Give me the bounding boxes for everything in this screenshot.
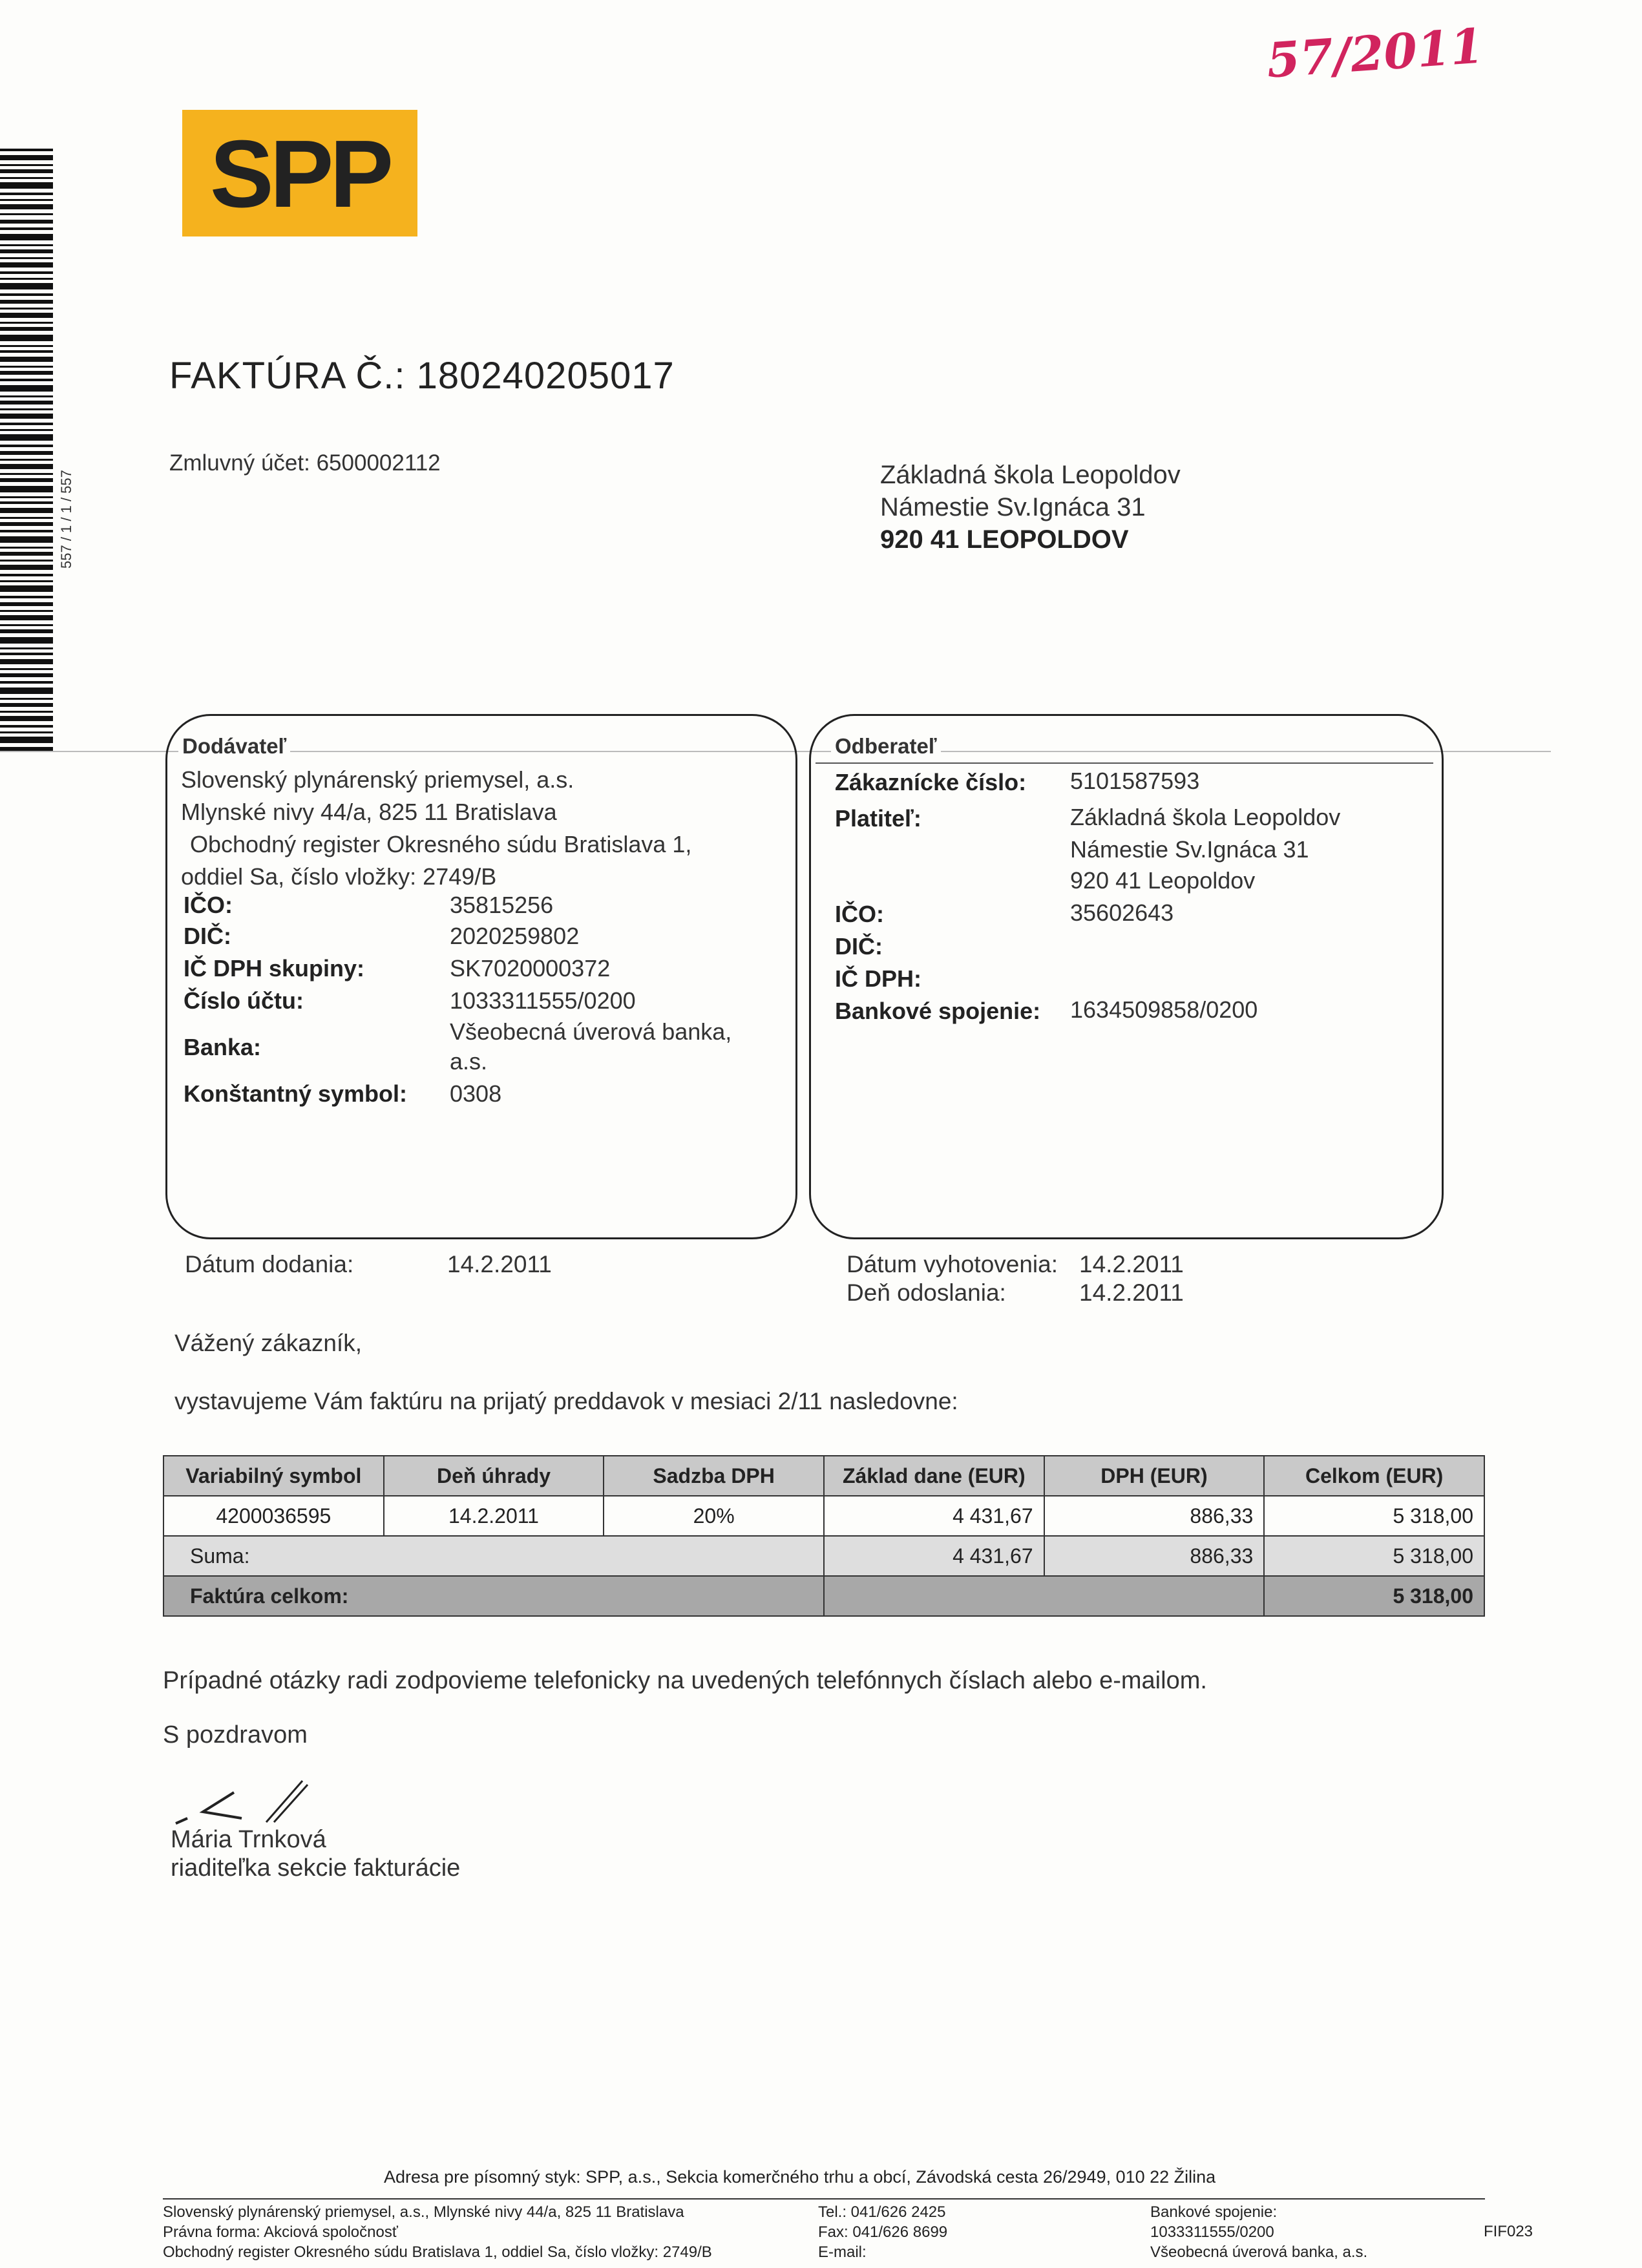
cell-vat-rate: 20% (604, 1496, 824, 1536)
supplier-heading: Dodávateľ (178, 734, 290, 759)
customer-payer-label: Platiteľ: (835, 805, 921, 832)
supplier-ks-label: Konštantný symbol: (184, 1080, 408, 1107)
barcode-number: 557 / 1 / 1 / 557 (58, 470, 74, 569)
greeting: S pozdravom (163, 1721, 308, 1748)
supplier-register-2: oddiel Sa, číslo vložky: 2749/B (181, 863, 497, 890)
contract-label: Zmluvný účet: (169, 450, 310, 476)
cell-vat-amount: 886,33 (1044, 1496, 1265, 1536)
issue-date: 14.2.2011 (1079, 1251, 1184, 1277)
questions-text: Prípadné otázky radi zodpovieme telefonicky na uvedených telefónnych číslach alebo e-mailom. (163, 1667, 1207, 1694)
total-spacer (824, 1576, 1264, 1616)
intro-text: vystavujeme Vám faktúru na prijatý preddavok v mesiaci 2/11 nasledovne: (174, 1388, 958, 1414)
sum-vat-amount: 886,33 (1044, 1536, 1265, 1576)
col-vat-amount: DPH (EUR) (1044, 1456, 1265, 1496)
footer-rule (163, 2198, 1485, 2200)
invoice-number: 180240205017 (416, 355, 675, 397)
footer-bank-account: 1033311555/0200 (1150, 2223, 1274, 2241)
salutation: Vážený zákazník, (174, 1330, 362, 1356)
customer-payer-line3: 920 41 Leopoldov (1070, 867, 1256, 894)
customer-bank-label: Bankové spojenie: (835, 998, 1041, 1024)
supplier-account-label: Číslo účtu: (184, 987, 304, 1014)
contract-number: 6500002112 (316, 450, 441, 476)
footer-correspondence: Adresa pre písomný styk: SPP, a.s., Sekcia komerčného trhu a obcí, Závodská cesta 26/2949, 010 22 Žilina (384, 2167, 1216, 2187)
customer-heading: Odberateľ (831, 734, 941, 759)
customer-icdph-label: IČ DPH: (835, 965, 921, 992)
signer-role: riaditeľka sekcie fakturácie (171, 1854, 461, 1882)
supplier-icdph: SK7020000372 (450, 955, 611, 982)
cell-variable-symbol: 4200036595 (163, 1496, 384, 1536)
footer-bank (1150, 2202, 1367, 2262)
recipient-line3: 920 41 LEOPOLDOV (880, 525, 1129, 554)
issue-date-label: Dátum vyhotovenia: (847, 1251, 1058, 1277)
col-total: Celkom (EUR) (1264, 1456, 1484, 1496)
invoice-table (163, 1455, 1485, 1617)
form-code: FIF023 (1484, 2223, 1533, 2240)
footer-company-line2: Právna forma: Akciová spoločnosť (163, 2223, 398, 2241)
col-payment-day: Deň úhrady (384, 1456, 604, 1496)
footer-fax: Fax: 041/626 8699 (818, 2223, 948, 2241)
delivery-date-label: Dátum dodania: (185, 1251, 354, 1277)
customer-bank: 1634509858/0200 (1070, 996, 1258, 1023)
footer-email: E-mail: (818, 2243, 867, 2261)
supplier-icdph-label: IČ DPH skupiny: (184, 955, 365, 982)
invoice-total: 5 318,00 (1264, 1576, 1484, 1616)
customer-heading-rule (816, 762, 1433, 764)
col-tax-base: Základ dane (EUR) (824, 1456, 1044, 1496)
customer-no-label: Zákaznícke číslo: (835, 769, 1027, 795)
barcode (0, 149, 53, 756)
invoice-title-label: FAKTÚRA Č.: (169, 355, 406, 397)
footer-phone: Tel.: 041/626 2425 (818, 2203, 946, 2221)
footer-bank-label: Bankové spojenie: (1150, 2203, 1278, 2221)
sum-label: Suma: (163, 1536, 824, 1576)
total-label: Faktúra celkom: (163, 1576, 824, 1616)
supplier-address: Mlynské nivy 44/a, 825 11 Bratislava (181, 799, 557, 825)
supplier-details (181, 764, 763, 893)
delivery-date: 14.2.2011 (447, 1251, 552, 1277)
signer-name: Mária Trnková (171, 1826, 326, 1853)
footer-bank-name: Všeobecná úverová banka, a.s. (1150, 2243, 1368, 2261)
recipient-address (880, 459, 1181, 556)
supplier-bank-line2: a.s. (450, 1048, 488, 1075)
invoice-title (169, 354, 675, 397)
customer-payer-line2: Námestie Sv.Ignáca 31 (1070, 836, 1309, 863)
footer-contact (818, 2202, 947, 2262)
supplier-bank-label: Banka: (184, 1034, 262, 1060)
supplier-dic-label: DIČ: (184, 923, 231, 949)
customer-no: 5101587593 (1070, 768, 1200, 794)
col-variable-symbol: Variabilný symbol (163, 1456, 384, 1496)
sum-row (163, 1536, 1484, 1576)
cell-tax-base: 4 431,67 (824, 1496, 1044, 1536)
supplier-ks: 0308 (450, 1080, 502, 1107)
recipient-line1: Základná škola Leopoldov (880, 461, 1181, 489)
contract-account (169, 450, 441, 476)
table-header-row (163, 1456, 1484, 1496)
supplier-account: 1033311555/0200 (450, 987, 636, 1014)
supplier-dic: 2020259802 (450, 923, 580, 949)
customer-ico: 35602643 (1070, 899, 1174, 926)
customer-ico-label: IČO: (835, 901, 884, 927)
handwritten-note: 57/2011 (1265, 18, 1486, 89)
cell-total: 5 318,00 (1264, 1496, 1484, 1536)
sent-date-label: Deň odoslania: (847, 1279, 1006, 1306)
footer-company (163, 2202, 712, 2262)
col-vat-rate: Sadzba DPH (604, 1456, 824, 1496)
footer-company-line1: Slovenský plynárenský priemysel, a.s., Mlynské nivy 44/a, 825 11 Bratislava (163, 2203, 684, 2221)
recipient-line2: Námestie Sv.Ignáca 31 (880, 493, 1146, 521)
supplier-name: Slovenský plynárenský priemysel, a.s. (181, 766, 574, 793)
logo-text: SPP (209, 121, 390, 227)
total-row (163, 1576, 1484, 1616)
supplier-ico-label: IČO: (184, 892, 233, 918)
cell-payment-day: 14.2.2011 (384, 1496, 604, 1536)
spp-logo-graphic (182, 110, 417, 236)
table-row (163, 1496, 1484, 1536)
footer-company-line3: Obchodný register Okresného súdu Bratislava 1, oddiel Sa, číslo vložky: 2749/B (163, 2243, 712, 2261)
spp-logo (182, 110, 417, 236)
sum-total: 5 318,00 (1264, 1536, 1484, 1576)
customer-dic-label: DIČ: (835, 933, 883, 960)
supplier-ico: 35815256 (450, 892, 554, 918)
customer-payer-line1: Základná škola Leopoldov (1070, 804, 1341, 830)
supplier-bank-line1: Všeobecná úverová banka, (450, 1018, 732, 1045)
sum-tax-base: 4 431,67 (824, 1536, 1044, 1576)
supplier-register-1: Obchodný register Okresného súdu Bratislava 1, (190, 831, 692, 857)
sent-date: 14.2.2011 (1079, 1279, 1184, 1306)
